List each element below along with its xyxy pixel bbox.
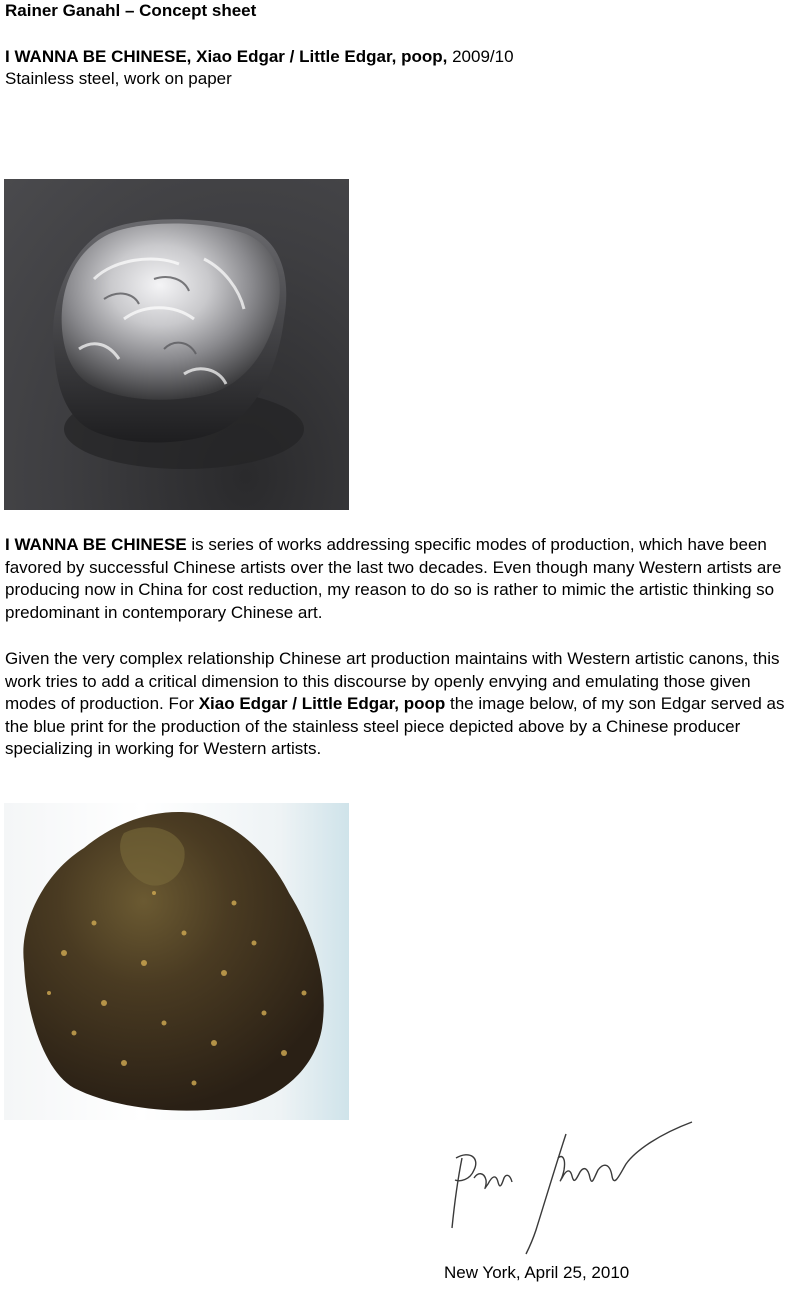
steel-sculpture-drawing: [4, 179, 349, 510]
work-title-bold: I WANNA BE CHINESE, Xiao Edgar / Little Edgar, poop,: [5, 47, 448, 66]
signature-place-date: New York, April 25, 2010: [444, 1263, 630, 1282]
paragraph-1-text: is series of works addressing specific modes of production, which have been favored by successful Chinese artists over the last two decades. Even though many Western artists are producing now in China for cost reduction, my reason to do so is rather to mimic the artistic thinking so predominant in contemporary Chinese art.: [5, 535, 782, 622]
poop-drawing: [4, 803, 349, 1120]
concept-sheet-title: Rainer Ganahl – Concept sheet: [5, 1, 257, 20]
paragraph-2-text-end: the image below, of my son Edgar served as the blue print for the production of the stainless steel piece depicted above by a Chinese producer specializing in working for Western artists.: [5, 694, 785, 758]
stainless-steel-sculpture-photo: [4, 179, 349, 510]
description-paragraph-2: [5, 648, 795, 761]
paragraph-2-text-start: Given the very complex relationship Chinese art production maintains with Western artistic canons, this work tries to add a critical dimension to this discourse by openly envying and emulating those given modes of production. For: [5, 649, 780, 713]
description-paragraph-1: [5, 534, 795, 624]
work-title: [5, 46, 514, 68]
series-title-bold: I WANNA BE CHINESE: [5, 535, 187, 554]
work-medium: Stainless steel, work on paper: [5, 69, 232, 88]
work-name-bold: Xiao Edgar / Little Edgar, poop: [198, 694, 446, 713]
work-year: 2009/10: [447, 47, 514, 66]
handwritten-signature: [440, 1118, 700, 1258]
poop-on-tissue-photo: [4, 803, 349, 1120]
